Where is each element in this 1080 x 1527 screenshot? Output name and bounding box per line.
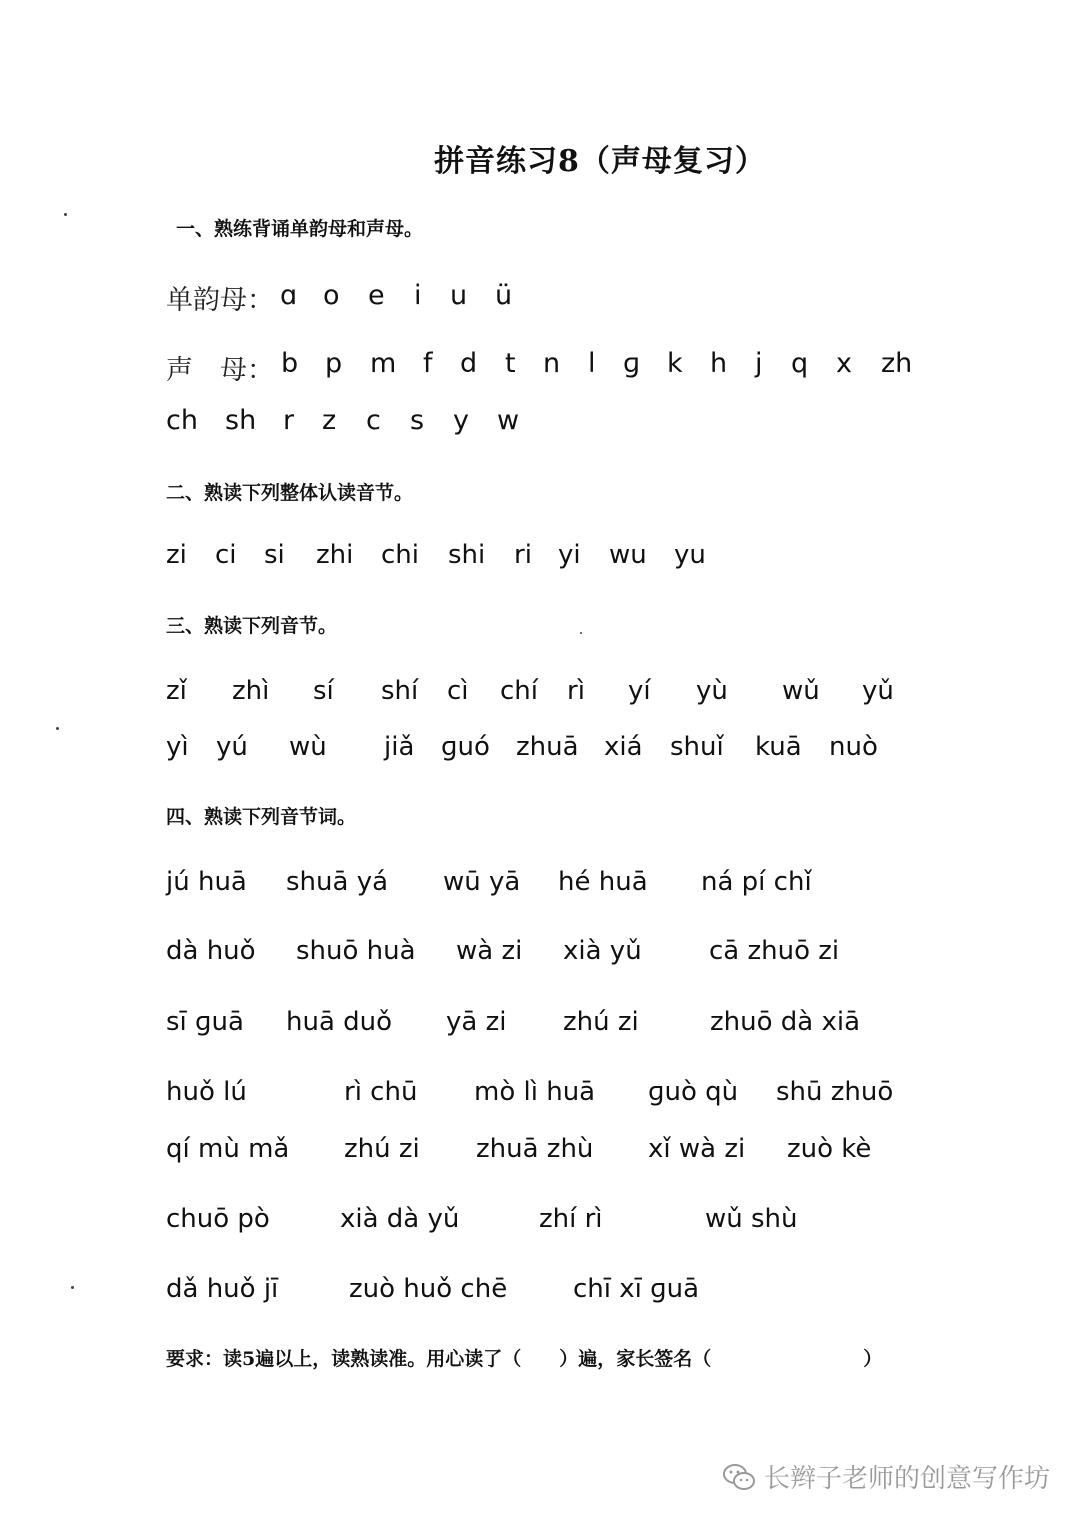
initial-item: m (370, 348, 397, 379)
word: xià yǔ (563, 936, 642, 966)
initial-item: q (791, 348, 809, 379)
syllable: rì (567, 676, 585, 706)
scan-speck (64, 213, 67, 216)
scan-speck (71, 1286, 74, 1289)
word: xià dà yǔ (340, 1204, 460, 1234)
syllable: shuǐ (670, 732, 724, 762)
word: zhuō dà xiā (710, 1007, 861, 1037)
watermark (722, 1458, 1050, 1495)
word: wà zi (456, 936, 523, 966)
word: zuò kè (787, 1134, 872, 1164)
initial-item: s (410, 405, 425, 436)
syllable: wù (289, 732, 327, 762)
word: hé huā (558, 867, 648, 897)
word: xǐ wà zi (648, 1134, 746, 1164)
initial-item: t (505, 348, 516, 379)
word: zhí rì (539, 1204, 603, 1234)
initial-item: k (667, 348, 683, 379)
word: huǒ lú (166, 1077, 247, 1107)
word: wū yā (443, 867, 521, 897)
word: chī xī ɡuā (573, 1274, 700, 1304)
whole-syllable: yu (674, 540, 706, 570)
vowel-item: e (368, 280, 385, 311)
syllable: chí (500, 676, 538, 706)
scan-speck (580, 632, 582, 634)
word: shuā yá (286, 867, 389, 897)
word: zhuā zhù (476, 1134, 594, 1164)
initial-item: f (423, 348, 433, 379)
vowel-item: ɑ (280, 280, 298, 311)
word: zhú zi (344, 1134, 420, 1164)
syllable: yí (628, 676, 651, 706)
word: jú huā (166, 867, 247, 897)
initial-item: z (322, 405, 337, 436)
whole-syllable: zhi (316, 540, 354, 570)
word: ɡuò qù (648, 1077, 739, 1107)
vowel-item: ü (495, 280, 513, 311)
initial-item: zh (881, 348, 913, 379)
vowel-item: i (414, 280, 422, 311)
word: shū zhuō (776, 1077, 894, 1107)
whole-syllable: zi (166, 540, 187, 570)
vowel-item: o (323, 280, 340, 311)
syllable: sí (313, 676, 334, 706)
word: wǔ shù (705, 1204, 798, 1234)
whole-syllable: ri (514, 540, 532, 570)
word: yā zi (446, 1007, 507, 1037)
syllable: zǐ (166, 676, 187, 706)
initial-item: h (710, 348, 728, 379)
initials-label: 声 母： (166, 355, 274, 386)
syllable: shí (381, 676, 419, 706)
syllable: yǔ (862, 676, 894, 706)
initial-item: x (836, 348, 852, 379)
syllable: cì (447, 676, 469, 706)
syllable: xiá (604, 732, 643, 762)
word: dǎ huǒ jī (166, 1274, 279, 1304)
syllable: zhuā (516, 732, 579, 762)
syllable: yì (166, 732, 189, 762)
whole-syllable: si (264, 540, 285, 570)
initial-item: p (325, 348, 343, 379)
worksheet-title: 拼音练习8（声母复习） (434, 144, 766, 179)
initial-item: ch (166, 405, 198, 436)
watermark-text: 长辫子老师的创意写作坊 (763, 1464, 1050, 1494)
section-3-heading: 三、熟读下列音节。 (166, 615, 338, 637)
initial-item: c (366, 405, 381, 436)
word: qí mù mǎ (166, 1134, 290, 1164)
word: chuō pò (166, 1204, 270, 1234)
syllable: zhì (232, 676, 270, 706)
syllable: wǔ (782, 676, 820, 706)
initial-item: l (588, 348, 596, 379)
whole-syllable: wu (609, 540, 647, 570)
vowels-label: 单韵母： (166, 285, 274, 316)
word: ná pí chǐ (701, 867, 812, 897)
word: cā zhuō zi (709, 936, 840, 966)
word: rì chū (344, 1077, 418, 1107)
initial-item: n (543, 348, 561, 379)
vowel-item: u (450, 280, 468, 311)
initial-item: d (460, 348, 478, 379)
initial-item: r (283, 405, 295, 436)
section-4-heading: 四、熟读下列音节词。 (166, 806, 357, 828)
scan-speck (56, 727, 59, 730)
word: mò lì huā (474, 1077, 596, 1107)
section-1-heading: 一、熟练背诵单韵母和声母。 (176, 218, 424, 240)
wechat-icon (722, 1462, 756, 1492)
whole-syllable: shi (448, 540, 486, 570)
syllable: nuò (829, 732, 878, 762)
syllable: yú (216, 732, 248, 762)
word: shuō huà (296, 936, 416, 966)
word: zhú zi (563, 1007, 639, 1037)
initial-item: j (755, 348, 763, 379)
initial-item: ɡ (623, 348, 641, 379)
syllable: jiǎ (384, 732, 415, 762)
initial-item: y (453, 405, 469, 436)
word: sī ɡuā (166, 1007, 244, 1037)
whole-syllable: ci (215, 540, 237, 570)
requirement-line: 要求：读5遍以上，读熟读准。用心读了（ ）遍，家长签名（ ） (166, 1348, 883, 1370)
syllable: ɡuó (441, 732, 490, 762)
initial-item: w (497, 405, 520, 436)
section-2-heading: 二、熟读下列整体认读音节。 (166, 482, 414, 504)
syllable: kuā (755, 732, 802, 762)
whole-syllable: chi (381, 540, 419, 570)
word: zuò huǒ chē (349, 1274, 508, 1304)
whole-syllable: yi (558, 540, 581, 570)
syllable: yù (696, 676, 728, 706)
word: huā duǒ (286, 1007, 393, 1037)
word: dà huǒ (166, 936, 256, 966)
initial-item: sh (225, 405, 257, 436)
initial-item: b (281, 348, 299, 379)
